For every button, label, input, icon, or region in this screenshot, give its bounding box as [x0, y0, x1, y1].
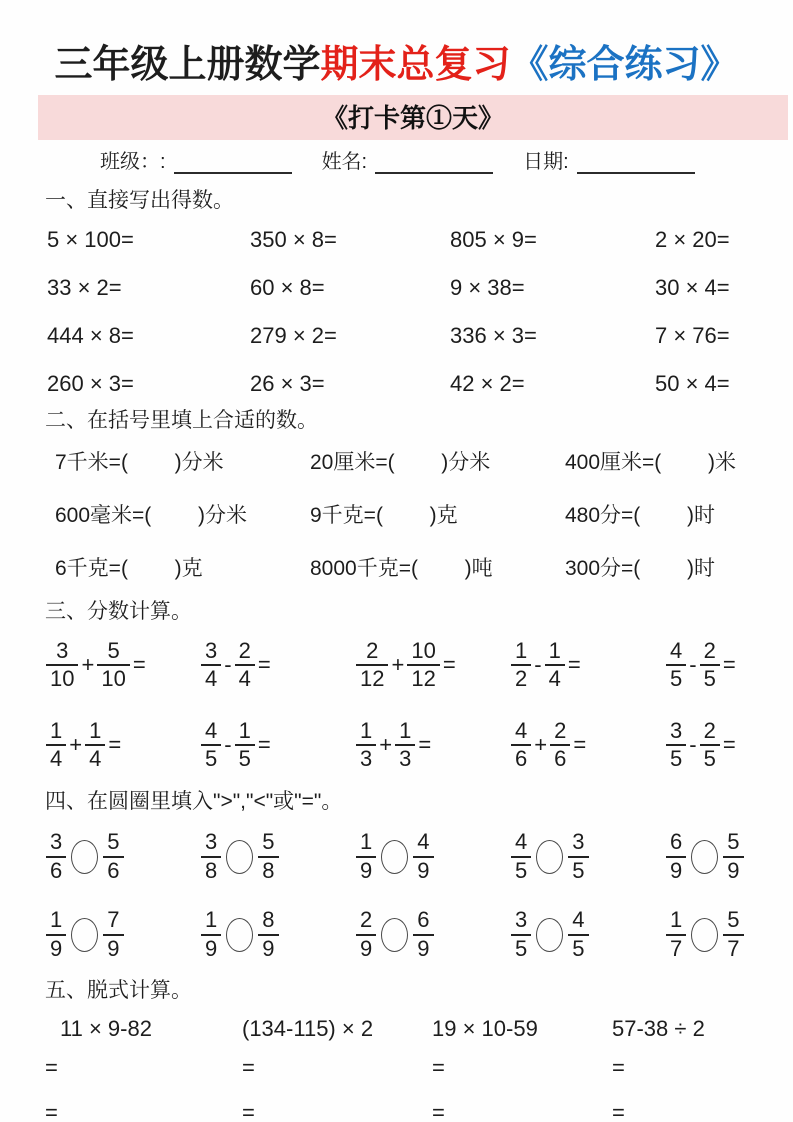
fraction-denominator: 3: [399, 746, 412, 772]
sec2-problem: 7千米=( )分米: [55, 450, 224, 474]
fraction: [356, 831, 376, 882]
fraction: [395, 720, 415, 771]
fraction-denominator: 5: [670, 666, 683, 692]
fraction-numerator: 1: [85, 720, 105, 746]
fraction-denominator: 5: [703, 666, 716, 692]
page-title: [0, 44, 793, 88]
fraction: [723, 831, 743, 882]
sec4-problem: [45, 831, 200, 882]
fraction-denominator: 7: [670, 935, 683, 961]
fraction-denominator: 5: [572, 935, 585, 961]
fraction-denominator: 6: [50, 857, 63, 883]
fraction-numerator: 4: [568, 909, 588, 935]
fraction-denominator: 9: [50, 935, 63, 961]
sec2-problem: 400厘米=( )米: [565, 450, 736, 474]
equals-sign: =: [442, 652, 456, 678]
fraction-numerator: 1: [235, 720, 255, 746]
date-blank-line: [577, 150, 695, 174]
fraction-numerator: 3: [666, 720, 686, 746]
sec1-problem: 26 × 3=: [250, 370, 325, 396]
day-banner: [38, 95, 788, 140]
fraction: [511, 831, 531, 882]
fraction-denominator: 7: [727, 935, 740, 961]
sec3-problem: [665, 640, 793, 691]
fraction-numerator: 1: [545, 640, 565, 666]
fraction-numerator: 5: [97, 640, 129, 666]
fraction-expression: [665, 720, 738, 771]
fraction-denominator: 8: [262, 857, 275, 883]
fraction-numerator: 2: [356, 909, 376, 935]
sec2-problem: 9千克=( )克: [310, 503, 458, 527]
section-three-title: 三、分数计算。: [45, 600, 192, 624]
fraction-denominator: 9: [262, 935, 275, 961]
fraction: [407, 640, 439, 691]
fraction: [700, 720, 720, 771]
section-five-title: 五、脱式计算。: [45, 978, 192, 1002]
sec1-problem: 260 × 3=: [47, 370, 134, 396]
fraction-numerator: 4: [511, 720, 531, 746]
fraction: [258, 909, 278, 960]
sec5-expression: 11 × 9-82: [60, 1015, 152, 1041]
equals-sign: =: [132, 652, 146, 678]
sec5-expression: 57-38 ÷ 2: [612, 1015, 705, 1041]
sec4-problem: [200, 831, 355, 882]
fraction-numerator: 8: [258, 909, 278, 935]
fraction-expression: [510, 640, 583, 691]
minus-operator: -: [224, 732, 232, 758]
fraction: [235, 720, 255, 771]
fraction: [201, 909, 221, 960]
sec1-problem: 50 × 4=: [655, 370, 730, 396]
fraction: [511, 640, 531, 691]
fraction: [666, 909, 686, 960]
comparison-circle: [691, 840, 718, 874]
fraction-expression: [355, 640, 458, 691]
sec5-equals-line: =: [432, 1055, 445, 1081]
fraction-numerator: 3: [201, 831, 221, 857]
plus-operator: +: [379, 732, 393, 758]
section-two-title: 二、在括号里填上合适的数。: [45, 408, 318, 432]
fraction-expression: [665, 640, 738, 691]
sec1-problem: 279 × 2=: [250, 322, 337, 348]
fraction-numerator: 1: [46, 720, 66, 746]
section-four-grid: [45, 818, 793, 974]
fraction: [666, 640, 686, 691]
fraction-denominator: 9: [107, 935, 120, 961]
student-info-row: [100, 150, 793, 174]
sec1-problem: 9 × 38=: [450, 274, 525, 300]
fraction-denominator: 4: [238, 666, 251, 692]
sec2-problem: 300分=( )时: [565, 556, 715, 580]
class-label: 班级：:: [100, 150, 166, 173]
comparison-expression: [45, 909, 125, 960]
fraction-denominator: 5: [703, 746, 716, 772]
fraction-denominator: 5: [238, 746, 251, 772]
sec4-problem: [355, 909, 510, 960]
fraction: [201, 720, 221, 771]
fraction-numerator: 1: [356, 831, 376, 857]
sec5-equals-line: =: [612, 1100, 625, 1122]
fraction: [413, 831, 433, 882]
sec4-problem: [665, 831, 793, 882]
fraction-denominator: 9: [417, 857, 430, 883]
fraction-numerator: 2: [700, 640, 720, 666]
fraction: [356, 909, 376, 960]
fraction: [103, 909, 123, 960]
sec1-problem: 60 × 8=: [250, 274, 325, 300]
section-three-grid: [45, 625, 793, 785]
sec3-problem: [665, 720, 793, 771]
sec5-expression: 19 × 10-59: [432, 1015, 538, 1041]
fraction: [356, 640, 388, 691]
comparison-circle: [381, 840, 408, 874]
fraction: [666, 720, 686, 771]
plus-operator: +: [534, 732, 548, 758]
sec5-equals-line: =: [242, 1055, 255, 1081]
section-five-grid: [45, 1012, 793, 1122]
minus-operator: -: [224, 652, 232, 678]
class-blank-line: [174, 150, 292, 174]
equals-sign: =: [108, 732, 122, 758]
fraction: [550, 720, 570, 771]
fraction: [235, 640, 255, 691]
fraction: [85, 720, 105, 771]
minus-operator: -: [689, 732, 697, 758]
fraction: [700, 640, 720, 691]
fraction-denominator: 5: [572, 857, 585, 883]
section-two-grid: [55, 434, 793, 593]
name-field: [322, 150, 494, 174]
fraction: [413, 909, 433, 960]
comparison-expression: [355, 909, 435, 960]
fraction-numerator: 3: [511, 909, 531, 935]
equals-sign: =: [722, 652, 736, 678]
sec1-problem: 444 × 8=: [47, 322, 134, 348]
fraction-denominator: 9: [360, 935, 373, 961]
fraction-expression: [355, 720, 433, 771]
fraction-numerator: 7: [103, 909, 123, 935]
fraction-numerator: 4: [511, 831, 531, 857]
comparison-expression: [200, 909, 280, 960]
fraction-numerator: 6: [413, 909, 433, 935]
title-blue-part: 《综合练习》: [510, 44, 739, 86]
sec3-problem: [355, 720, 510, 771]
sec5-equals-line: =: [612, 1055, 625, 1081]
section-four-title: 四、在圆圈里填入">","<"或"="。: [45, 790, 343, 814]
plus-operator: +: [81, 652, 95, 678]
sec4-problem: [510, 909, 665, 960]
equals-sign: =: [257, 652, 271, 678]
sec5-equals-line: =: [45, 1100, 58, 1122]
sec1-problem: 30 × 4=: [655, 274, 730, 300]
fraction-numerator: 2: [550, 720, 570, 746]
fraction-expression: [200, 720, 273, 771]
comparison-expression: [665, 831, 745, 882]
plus-operator: +: [69, 732, 83, 758]
comparison-expression: [510, 831, 590, 882]
sec3-problem: [200, 720, 355, 771]
sec5-equals-line: =: [242, 1100, 255, 1122]
plus-operator: +: [391, 652, 405, 678]
comparison-circle: [226, 840, 253, 874]
fraction-numerator: 1: [46, 909, 66, 935]
fraction: [201, 640, 221, 691]
sec5-problem-column: [432, 1012, 612, 1122]
fraction-denominator: 2: [515, 666, 528, 692]
fraction-numerator: 1: [666, 909, 686, 935]
equals-sign: =: [722, 732, 736, 758]
section-one-title: 一、直接写出得数。: [45, 188, 234, 212]
comparison-circle: [691, 918, 718, 952]
fraction-numerator: 1: [201, 909, 221, 935]
fraction-numerator: 4: [413, 831, 433, 857]
sec4-problem: [355, 831, 510, 882]
class-field: [100, 150, 292, 174]
fraction-denominator: 12: [411, 666, 436, 692]
comparison-circle: [226, 918, 253, 952]
fraction: [666, 831, 686, 882]
sec1-problem: 2 × 20=: [655, 226, 730, 252]
fraction-numerator: 3: [46, 640, 78, 666]
fraction-numerator: 1: [511, 640, 531, 666]
comparison-circle: [71, 840, 98, 874]
fraction-numerator: 3: [568, 831, 588, 857]
sec2-problem: 8000千克=( )吨: [310, 556, 493, 580]
sec2-problem: 20厘米=( )分米: [310, 450, 491, 474]
fraction-denominator: 9: [205, 935, 218, 961]
fraction: [356, 720, 376, 771]
comparison-expression: [510, 909, 590, 960]
fraction-numerator: 4: [201, 720, 221, 746]
comparison-expression: [200, 831, 280, 882]
fraction-numerator: 2: [235, 640, 255, 666]
fraction-denominator: 9: [417, 935, 430, 961]
fraction-numerator: 5: [103, 831, 123, 857]
sec3-problem: [355, 640, 510, 691]
fraction: [258, 831, 278, 882]
sec4-problem: [200, 909, 355, 960]
fraction-numerator: 1: [395, 720, 415, 746]
name-label: 姓名:: [321, 150, 368, 173]
sec5-equals-line: =: [432, 1100, 445, 1122]
fraction-expression: [200, 640, 273, 691]
equals-sign: =: [418, 732, 432, 758]
sec1-problem: 5 × 100=: [47, 226, 134, 252]
comparison-circle: [536, 918, 563, 952]
fraction-denominator: 3: [360, 746, 373, 772]
fraction: [568, 909, 588, 960]
fraction-denominator: 4: [89, 746, 102, 772]
sec1-problem: 336 × 3=: [450, 322, 537, 348]
fraction: [511, 720, 531, 771]
fraction-denominator: 9: [727, 857, 740, 883]
fraction-numerator: 2: [700, 720, 720, 746]
fraction: [46, 720, 66, 771]
fraction: [201, 831, 221, 882]
fraction-numerator: 5: [723, 909, 743, 935]
fraction-numerator: 10: [407, 640, 439, 666]
fraction: [511, 909, 531, 960]
sec1-problem: 7 × 76=: [655, 322, 730, 348]
sec3-problem: [45, 720, 200, 771]
name-blank-line: [375, 150, 493, 174]
fraction-numerator: 2: [356, 640, 388, 666]
fraction-denominator: 9: [670, 857, 683, 883]
fraction-denominator: 10: [101, 666, 126, 692]
minus-operator: -: [689, 652, 697, 678]
comparison-expression: [665, 909, 745, 960]
fraction-denominator: 6: [554, 746, 567, 772]
fraction-denominator: 10: [50, 666, 75, 692]
sec4-problem: [45, 909, 200, 960]
fraction-denominator: 8: [205, 857, 218, 883]
fraction: [46, 909, 66, 960]
fraction-numerator: 1: [356, 720, 376, 746]
fraction-denominator: 4: [50, 746, 63, 772]
fraction-expression: [45, 640, 148, 691]
comparison-circle: [381, 918, 408, 952]
fraction-denominator: 9: [360, 857, 373, 883]
fraction-denominator: 4: [548, 666, 561, 692]
title-black-part: 三年级上册数学: [54, 44, 321, 86]
fraction-numerator: 4: [666, 640, 686, 666]
comparison-circle: [536, 840, 563, 874]
sec1-problem: 805 × 9=: [450, 226, 537, 252]
fraction-numerator: 5: [723, 831, 743, 857]
fraction: [46, 831, 66, 882]
fraction-denominator: 5: [515, 857, 528, 883]
fraction-numerator: 3: [201, 640, 221, 666]
sec1-problem: 33 × 2=: [47, 274, 122, 300]
sec3-problem: [510, 640, 665, 691]
day-banner-text: 《打卡第①天》: [321, 103, 504, 134]
fraction-denominator: 5: [670, 746, 683, 772]
minus-operator: -: [534, 652, 542, 678]
equals-sign: =: [257, 732, 271, 758]
fraction-numerator: 6: [666, 831, 686, 857]
fraction-denominator: 4: [205, 666, 218, 692]
fraction-expression: [45, 720, 123, 771]
fraction-numerator: 5: [258, 831, 278, 857]
fraction: [723, 909, 743, 960]
fraction-denominator: 5: [515, 935, 528, 961]
fraction: [545, 640, 565, 691]
equals-sign: =: [573, 732, 587, 758]
sec2-problem: 600毫米=( )分米: [55, 503, 247, 527]
sec3-problem: [510, 720, 665, 771]
fraction-denominator: 6: [107, 857, 120, 883]
sec5-problem-column: [45, 1012, 242, 1122]
fraction-expression: [510, 720, 588, 771]
sec3-problem: [45, 640, 200, 691]
sec2-problem: 6千克=( )克: [55, 556, 203, 580]
sec5-problem-column: [612, 1012, 793, 1122]
sec4-problem: [665, 909, 793, 960]
fraction: [46, 640, 78, 691]
sec5-expression: (134-115) × 2: [242, 1015, 374, 1041]
comparison-expression: [355, 831, 435, 882]
title-red-part: 期末总复习: [320, 44, 511, 86]
comparison-expression: [45, 831, 125, 882]
equals-sign: =: [567, 652, 581, 678]
sec1-problem: 350 × 8=: [250, 226, 337, 252]
fraction: [103, 831, 123, 882]
fraction: [568, 831, 588, 882]
comparison-circle: [71, 918, 98, 952]
fraction: [97, 640, 129, 691]
sec4-problem: [510, 831, 665, 882]
sec3-problem: [200, 640, 355, 691]
sec5-equals-line: =: [45, 1055, 58, 1081]
fraction-denominator: 12: [360, 666, 385, 692]
fraction-denominator: 5: [205, 746, 218, 772]
date-field: [523, 150, 695, 174]
sec2-problem: 480分=( )时: [565, 503, 715, 527]
sec1-problem: 42 × 2=: [450, 370, 525, 396]
fraction-numerator: 3: [46, 831, 66, 857]
date-label: 日期:: [523, 150, 569, 173]
fraction-denominator: 6: [515, 746, 528, 772]
section-one-grid: [47, 216, 793, 408]
sec5-problem-column: [242, 1012, 432, 1122]
